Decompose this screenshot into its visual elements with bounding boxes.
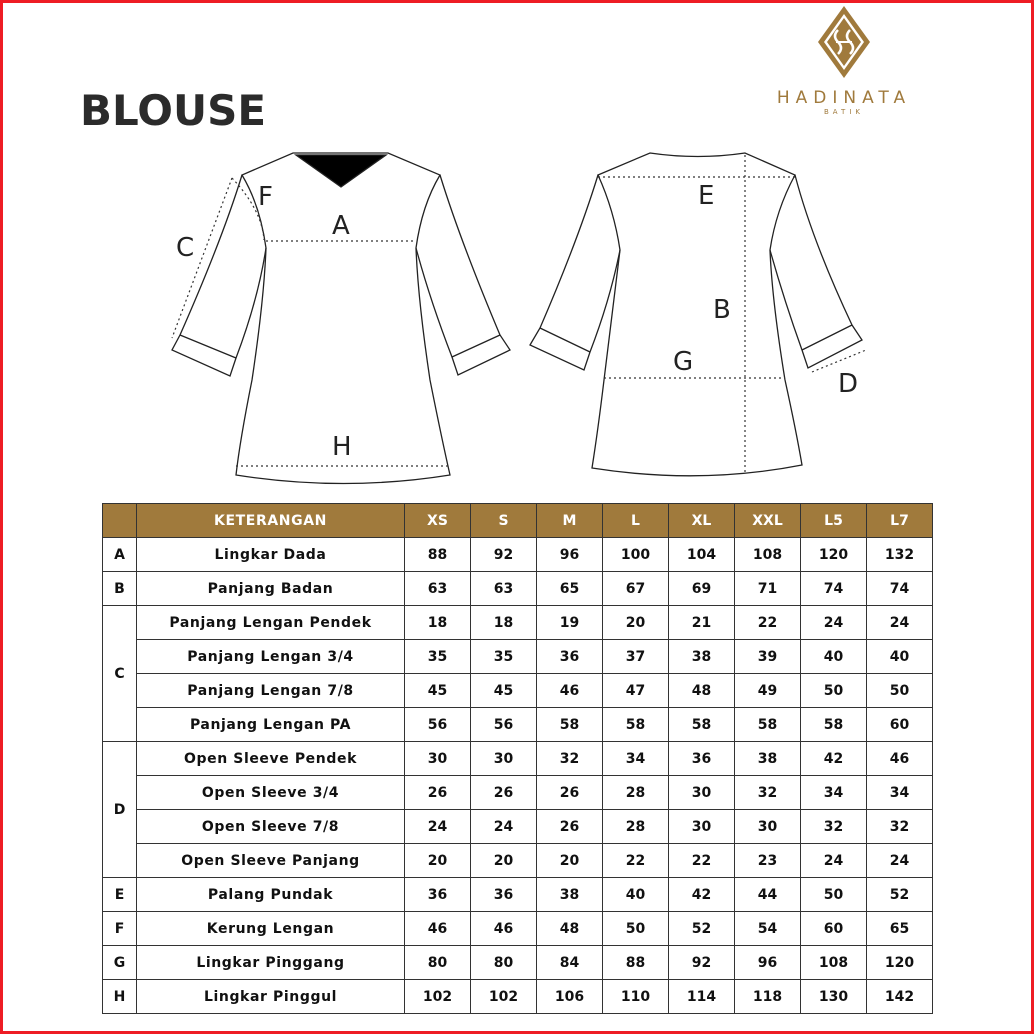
- cell-value: 21: [669, 606, 735, 640]
- cell-value: 118: [735, 980, 801, 1014]
- cell-value: 69: [669, 572, 735, 606]
- cell-value: 19: [537, 606, 603, 640]
- header-size: S: [471, 504, 537, 538]
- cell-value: 60: [867, 708, 933, 742]
- cell-value: 88: [603, 946, 669, 980]
- cell-value: 58: [603, 708, 669, 742]
- cell-value: 30: [669, 776, 735, 810]
- cell-value: 58: [537, 708, 603, 742]
- cell-value: 102: [471, 980, 537, 1014]
- table-row: [103, 742, 933, 776]
- row-key: A: [103, 538, 137, 572]
- size-chart-table: [102, 503, 933, 1014]
- cell-value: 36: [669, 742, 735, 776]
- cell-value: 96: [735, 946, 801, 980]
- cell-value: 50: [867, 674, 933, 708]
- cell-value: 32: [801, 810, 867, 844]
- cell-value: 32: [537, 742, 603, 776]
- cell-value: 34: [867, 776, 933, 810]
- cell-value: 132: [867, 538, 933, 572]
- row-desc: Open Sleeve 7/8: [137, 810, 405, 844]
- table-row: [103, 674, 933, 708]
- row-desc: Panjang Lengan Pendek: [137, 606, 405, 640]
- table-row: [103, 912, 933, 946]
- table-row: [103, 606, 933, 640]
- header-size: XXL: [735, 504, 801, 538]
- cell-value: 100: [603, 538, 669, 572]
- cell-value: 46: [867, 742, 933, 776]
- cell-value: 46: [405, 912, 471, 946]
- cell-value: 34: [801, 776, 867, 810]
- header-size: L7: [867, 504, 933, 538]
- cell-value: 40: [801, 640, 867, 674]
- cell-value: 45: [405, 674, 471, 708]
- cell-value: 37: [603, 640, 669, 674]
- cell-value: 32: [867, 810, 933, 844]
- cell-value: 84: [537, 946, 603, 980]
- cell-value: 24: [405, 810, 471, 844]
- header-keterangan: KETERANGAN: [137, 504, 405, 538]
- cell-value: 24: [867, 844, 933, 878]
- cell-value: 65: [537, 572, 603, 606]
- cell-value: 20: [405, 844, 471, 878]
- cell-value: 20: [471, 844, 537, 878]
- cell-value: 106: [537, 980, 603, 1014]
- cell-value: 130: [801, 980, 867, 1014]
- row-desc: Panjang Lengan 7/8: [137, 674, 405, 708]
- cell-value: 20: [603, 606, 669, 640]
- cell-value: 114: [669, 980, 735, 1014]
- page-title: BLOUSE: [80, 86, 267, 135]
- cell-value: 30: [669, 810, 735, 844]
- cell-value: 40: [867, 640, 933, 674]
- cell-value: 88: [405, 538, 471, 572]
- cell-value: 74: [801, 572, 867, 606]
- cell-value: 49: [735, 674, 801, 708]
- row-desc: Panjang Lengan PA: [137, 708, 405, 742]
- cell-value: 36: [405, 878, 471, 912]
- row-desc: Panjang Lengan 3/4: [137, 640, 405, 674]
- cell-value: 50: [801, 878, 867, 912]
- cell-value: 18: [405, 606, 471, 640]
- cell-value: 108: [801, 946, 867, 980]
- cell-value: 26: [537, 776, 603, 810]
- cell-value: 36: [471, 878, 537, 912]
- cell-value: 60: [801, 912, 867, 946]
- cell-value: 18: [471, 606, 537, 640]
- label-h: H: [332, 432, 352, 462]
- cell-value: 104: [669, 538, 735, 572]
- cell-value: 34: [603, 742, 669, 776]
- cell-value: 42: [801, 742, 867, 776]
- cell-value: 23: [735, 844, 801, 878]
- row-key: C: [103, 606, 137, 742]
- cell-value: 38: [735, 742, 801, 776]
- cell-value: 35: [405, 640, 471, 674]
- row-desc: Lingkar Pinggul: [137, 980, 405, 1014]
- row-key: E: [103, 878, 137, 912]
- table-row: [103, 810, 933, 844]
- cell-value: 54: [735, 912, 801, 946]
- cell-value: 80: [405, 946, 471, 980]
- back-blouse-drawing: [530, 153, 862, 476]
- cell-value: 142: [867, 980, 933, 1014]
- header-size: L5: [801, 504, 867, 538]
- row-key: G: [103, 946, 137, 980]
- row-desc: Panjang Badan: [137, 572, 405, 606]
- cell-value: 67: [603, 572, 669, 606]
- brand-name: HADINATA: [776, 88, 912, 108]
- cell-value: 120: [867, 946, 933, 980]
- row-desc: Palang Pundak: [137, 878, 405, 912]
- cell-value: 52: [669, 912, 735, 946]
- cell-value: 26: [405, 776, 471, 810]
- cell-value: 28: [603, 810, 669, 844]
- label-e: E: [698, 181, 715, 211]
- cell-value: 56: [405, 708, 471, 742]
- cell-value: 40: [603, 878, 669, 912]
- cell-value: 92: [471, 538, 537, 572]
- cell-value: 24: [801, 606, 867, 640]
- cell-value: 63: [471, 572, 537, 606]
- table-row: [103, 776, 933, 810]
- cell-value: 56: [471, 708, 537, 742]
- table-row: [103, 946, 933, 980]
- row-desc: Lingkar Dada: [137, 538, 405, 572]
- cell-value: 58: [669, 708, 735, 742]
- cell-value: 22: [735, 606, 801, 640]
- cell-value: 52: [867, 878, 933, 912]
- header-size: XL: [669, 504, 735, 538]
- header-size: L: [603, 504, 669, 538]
- cell-value: 38: [537, 878, 603, 912]
- cell-value: 24: [801, 844, 867, 878]
- cell-value: 32: [735, 776, 801, 810]
- cell-value: 38: [669, 640, 735, 674]
- table-row: [103, 980, 933, 1014]
- cell-value: 30: [471, 742, 537, 776]
- blouse-diagram: [0, 0, 1034, 500]
- row-desc: Open Sleeve 3/4: [137, 776, 405, 810]
- cell-value: 110: [603, 980, 669, 1014]
- row-desc: Kerung Lengan: [137, 912, 405, 946]
- cell-value: 39: [735, 640, 801, 674]
- header-size: M: [537, 504, 603, 538]
- table-row: [103, 708, 933, 742]
- cell-value: 46: [471, 912, 537, 946]
- cell-value: 74: [867, 572, 933, 606]
- cell-value: 96: [537, 538, 603, 572]
- cell-value: 36: [537, 640, 603, 674]
- cell-value: 63: [405, 572, 471, 606]
- row-desc: Open Sleeve Pendek: [137, 742, 405, 776]
- table-row: [103, 538, 933, 572]
- row-desc: Lingkar Pinggang: [137, 946, 405, 980]
- cell-value: 58: [801, 708, 867, 742]
- row-key: D: [103, 742, 137, 878]
- cell-value: 108: [735, 538, 801, 572]
- cell-value: 48: [537, 912, 603, 946]
- cell-value: 47: [603, 674, 669, 708]
- cell-value: 71: [735, 572, 801, 606]
- cell-value: 80: [471, 946, 537, 980]
- cell-value: 30: [405, 742, 471, 776]
- cell-value: 35: [471, 640, 537, 674]
- cell-value: 44: [735, 878, 801, 912]
- cell-value: 22: [603, 844, 669, 878]
- table-header-row: [103, 504, 933, 538]
- cell-value: 42: [669, 878, 735, 912]
- label-f: F: [258, 182, 273, 212]
- cell-value: 65: [867, 912, 933, 946]
- cell-value: 50: [801, 674, 867, 708]
- row-key: H: [103, 980, 137, 1014]
- cell-value: 24: [867, 606, 933, 640]
- cell-value: 102: [405, 980, 471, 1014]
- table-row: [103, 572, 933, 606]
- header-size: XS: [405, 504, 471, 538]
- cell-value: 92: [669, 946, 735, 980]
- cell-value: 48: [669, 674, 735, 708]
- label-c: C: [176, 233, 195, 263]
- cell-value: 120: [801, 538, 867, 572]
- table-row: [103, 844, 933, 878]
- cell-value: 46: [537, 674, 603, 708]
- cell-value: 22: [669, 844, 735, 878]
- cell-value: 58: [735, 708, 801, 742]
- label-a: A: [332, 211, 350, 241]
- brand-sub: BATIK: [824, 108, 864, 116]
- table-row: [103, 640, 933, 674]
- cell-value: 26: [537, 810, 603, 844]
- row-key: F: [103, 912, 137, 946]
- row-desc: Open Sleeve Panjang: [137, 844, 405, 878]
- cell-value: 45: [471, 674, 537, 708]
- table-row: [103, 878, 933, 912]
- label-b: B: [713, 295, 731, 325]
- cell-value: 24: [471, 810, 537, 844]
- cell-value: 28: [603, 776, 669, 810]
- label-g: G: [673, 347, 694, 377]
- label-d: D: [838, 369, 859, 399]
- cell-value: 26: [471, 776, 537, 810]
- cell-value: 50: [603, 912, 669, 946]
- cell-value: 30: [735, 810, 801, 844]
- cell-value: 20: [537, 844, 603, 878]
- row-key: B: [103, 572, 137, 606]
- header-key: [103, 504, 137, 538]
